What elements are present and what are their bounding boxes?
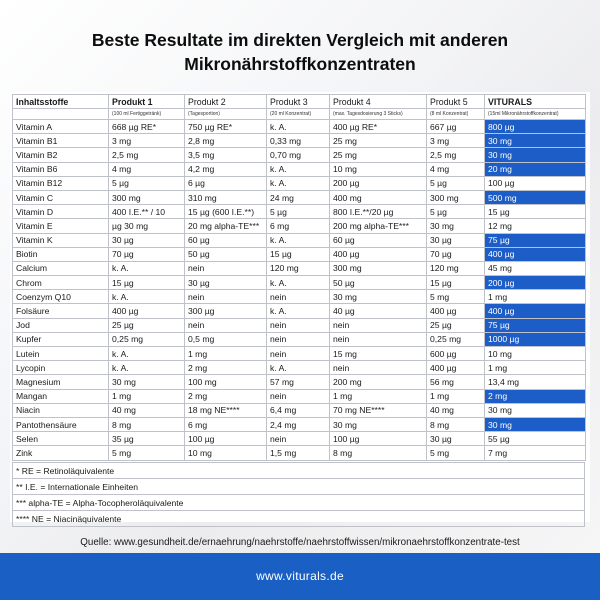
table-row [13,162,586,176]
value-cell: 400 µg [427,361,485,375]
value-cell: nein [267,290,330,304]
value-cell: 50 µg [185,247,267,261]
title-line-2: Mikronährstoffkonzentraten [184,54,416,74]
value-cell: 2 mg [185,389,267,403]
viturals-value-cell: 15 µg [485,205,586,219]
table-row [13,332,586,346]
value-cell: 8 mg [109,417,185,431]
viturals-value-cell: 800 µg [485,120,586,134]
value-cell: k. A. [267,276,330,290]
value-cell: 5 µg [427,176,485,190]
value-cell: 70 µg [427,247,485,261]
value-cell: 15 µg [267,247,330,261]
value-cell: 200 mg alpha-TE*** [330,219,427,233]
nutrient-name: Vitamin K [13,233,109,247]
header-cell: VITURALS [485,95,586,109]
value-cell: k. A. [267,233,330,247]
value-cell: 600 µg [427,347,485,361]
table-row [13,375,586,389]
value-cell: 800 I.E.**/20 µg [330,205,427,219]
viturals-value-cell: 1 mg [485,361,586,375]
table-row [13,247,586,261]
subheader-cell: (max. Tagesdosierung 3 Sticks) [330,109,427,120]
value-cell: 50 µg [330,276,427,290]
value-cell: 5 mg [109,446,185,460]
table-row [13,176,586,190]
value-cell: 25 µg [109,318,185,332]
value-cell: 2,4 mg [267,417,330,431]
value-cell: 1,5 mg [267,446,330,460]
subheader-cell [13,109,109,120]
value-cell: 3 mg [109,134,185,148]
viturals-value-cell: 1 mg [485,290,586,304]
value-cell: 1 mg [427,389,485,403]
viturals-value-cell: 55 µg [485,432,586,446]
value-cell: 70 mg NE**** [330,403,427,417]
nutrient-name: Zink [13,446,109,460]
header-cell: Inhaltsstoffe [13,95,109,109]
value-cell: k. A. [109,290,185,304]
page-title [0,28,600,76]
nutrient-name: Vitamin A [13,120,109,134]
nutrient-name: Lutein [13,347,109,361]
viturals-value-cell: 400 µg [485,247,586,261]
nutrient-name: Pantothensäure [13,417,109,431]
footnote: *** alpha-TE = Alpha-Tocopheroläquivalente [13,495,585,511]
header-cell: Produkt 5 [427,95,485,109]
value-cell: k. A. [267,176,330,190]
subheader-cell: (20 ml Konzentrat) [267,109,330,120]
value-cell: 30 µg [109,233,185,247]
value-cell: k. A. [267,120,330,134]
footer-banner [0,553,600,600]
header-cell: Produkt 2 [185,95,267,109]
value-cell: 30 mg [109,375,185,389]
title-line-1: Beste Resultate im direkten Vergleich mit anderen [91,30,509,50]
viturals-value-cell: 7 mg [485,446,586,460]
table-row [13,276,586,290]
table-row [13,120,586,134]
value-cell: nein [267,347,330,361]
value-cell: 35 µg [109,432,185,446]
table-row [13,233,586,247]
viturals-value-cell: 30 mg [485,403,586,417]
value-cell: k. A. [109,347,185,361]
value-cell: nein [185,318,267,332]
viturals-value-cell: 100 µg [485,176,586,190]
value-cell: 100 mg [185,375,267,389]
table-row [13,318,586,332]
viturals-value-cell: 500 mg [485,190,586,204]
table-row [13,361,586,375]
nutrient-name: Calcium [13,261,109,275]
viturals-value-cell: 13,4 mg [485,375,586,389]
value-cell: 15 mg [330,347,427,361]
value-cell: 300 mg [109,190,185,204]
viturals-value-cell: 75 µg [485,318,586,332]
nutrient-name: Biotin [13,247,109,261]
value-cell: 4 mg [109,162,185,176]
value-cell: 25 µg [427,318,485,332]
table-subheader-row [13,109,586,120]
subheader-cell: (8 ml Konzentrat) [427,109,485,120]
value-cell: 10 mg [330,162,427,176]
source-citation: Quelle: www.gesundheit.de/ernaehrung/naehrstoffe/naehrstoffwissen/mikronaehrstoffkonzentrate-test [80,537,520,548]
table-row [13,417,586,431]
value-cell: 0,33 mg [267,134,330,148]
value-cell: 667 µg [427,120,485,134]
table-row [13,432,586,446]
value-cell: 2,8 mg [185,134,267,148]
value-cell: 25 mg [330,148,427,162]
table-row [13,290,586,304]
value-cell: 56 mg [427,375,485,389]
comparison-table [12,94,586,461]
value-cell: nein [330,332,427,346]
value-cell: 6,4 mg [267,403,330,417]
viturals-value-cell: 30 mg [485,417,586,431]
value-cell: 1 mg [185,347,267,361]
value-cell: 200 mg [330,375,427,389]
value-cell: 15 µg [109,276,185,290]
value-cell: 20 mg alpha-TE*** [185,219,267,233]
value-cell: 310 mg [185,190,267,204]
value-cell: 668 µg RE* [109,120,185,134]
value-cell: k. A. [267,361,330,375]
table-row [13,219,586,233]
value-cell: 120 mg [427,261,485,275]
viturals-value-cell: 1000 µg [485,332,586,346]
value-cell: 400 µg RE* [330,120,427,134]
value-cell: nein [267,318,330,332]
value-cell: 60 µg [185,233,267,247]
nutrient-name: Vitamin C [13,190,109,204]
nutrient-name: Lycopin [13,361,109,375]
value-cell: k. A. [267,162,330,176]
table-header-row [13,95,586,109]
header-cell: Produkt 3 [267,95,330,109]
value-cell: 15 µg [427,276,485,290]
value-cell: k. A. [109,261,185,275]
nutrient-name: Niacin [13,403,109,417]
table-row [13,190,586,204]
value-cell: 8 mg [427,417,485,431]
table-row [13,446,586,460]
subheader-cell: (15ml Mikronährstoffkonzentrat) [485,109,586,120]
value-cell: 0,5 mg [185,332,267,346]
value-cell: 5 µg [267,205,330,219]
nutrient-name: Chrom [13,276,109,290]
value-cell: 6 mg [185,417,267,431]
table-row [13,261,586,275]
table-row [13,304,586,318]
nutrient-name: Vitamin B6 [13,162,109,176]
value-cell: 40 µg [330,304,427,318]
value-cell: 5 µg [427,205,485,219]
nutrient-name: Selen [13,432,109,446]
value-cell: k. A. [109,361,185,375]
table-row [13,389,586,403]
value-cell: 60 µg [330,233,427,247]
value-cell: nein [267,389,330,403]
value-cell: 2,5 mg [427,148,485,162]
nutrient-name: Vitamin D [13,205,109,219]
table-row [13,205,586,219]
table-row [13,134,586,148]
nutrient-name: Vitamin B1 [13,134,109,148]
value-cell: 300 mg [427,190,485,204]
value-cell: 6 µg [185,176,267,190]
value-cell: µg 30 mg [109,219,185,233]
nutrient-name: Mangan [13,389,109,403]
value-cell: 8 mg [330,446,427,460]
value-cell: 4,2 mg [185,162,267,176]
subheader-cell: (Tagesportion) [185,109,267,120]
value-cell: nein [185,261,267,275]
value-cell: 3 mg [427,134,485,148]
viturals-value-cell: 200 µg [485,276,586,290]
footnote: ** I.E. = Internationale Einheiten [13,479,585,495]
value-cell: 30 mg [427,219,485,233]
value-cell: 6 mg [267,219,330,233]
footnote: * RE = Retinoläquivalente [13,463,585,479]
value-cell: 15 µg (600 I.E.**) [185,205,267,219]
viturals-value-cell: 20 mg [485,162,586,176]
table-row [13,148,586,162]
footnotes-table [12,462,585,527]
header-cell: Produkt 4 [330,95,427,109]
table-row [13,403,586,417]
value-cell: 0,25 mg [427,332,485,346]
value-cell: 30 µg [427,432,485,446]
footnote: **** NE = Niacinäquivalente [13,511,585,527]
value-cell: 4 mg [427,162,485,176]
value-cell: 40 mg [109,403,185,417]
value-cell: nein [185,290,267,304]
website-link[interactable]: www.viturals.de [256,569,344,583]
viturals-value-cell: 12 mg [485,219,586,233]
nutrient-name: Vitamin B2 [13,148,109,162]
value-cell: 1 mg [330,389,427,403]
value-cell: 100 µg [330,432,427,446]
viturals-value-cell: 45 mg [485,261,586,275]
value-cell: 0,25 mg [109,332,185,346]
value-cell: 30 µg [185,276,267,290]
nutrient-name: Vitamin B12 [13,176,109,190]
value-cell: 300 mg [330,261,427,275]
value-cell: 2,5 mg [109,148,185,162]
viturals-value-cell: 30 mg [485,148,586,162]
value-cell: 400 µg [109,304,185,318]
viturals-value-cell: 30 mg [485,134,586,148]
value-cell: 120 mg [267,261,330,275]
value-cell: 5 mg [427,290,485,304]
value-cell: 0,70 mg [267,148,330,162]
value-cell: 1 mg [109,389,185,403]
value-cell: 30 µg [427,233,485,247]
value-cell: k. A. [267,304,330,318]
value-cell: 5 µg [109,176,185,190]
nutrient-name: Jod [13,318,109,332]
value-cell: 100 µg [185,432,267,446]
value-cell: 2 mg [185,361,267,375]
value-cell: 40 mg [427,403,485,417]
value-cell: 30 mg [330,417,427,431]
value-cell: 18 mg NE**** [185,403,267,417]
header-cell: Produkt 1 [109,95,185,109]
viturals-value-cell: 10 mg [485,347,586,361]
value-cell: 750 µg RE* [185,120,267,134]
nutrient-name: Kupfer [13,332,109,346]
table-row [13,347,586,361]
value-cell: 5 mg [427,446,485,460]
value-cell: 70 µg [109,247,185,261]
value-cell: 10 mg [185,446,267,460]
value-cell: nein [267,432,330,446]
viturals-value-cell: 2 mg [485,389,586,403]
value-cell: 300 µg [185,304,267,318]
value-cell: nein [330,361,427,375]
nutrient-name: Magnesium [13,375,109,389]
nutrient-name: Folsäure [13,304,109,318]
value-cell: 3,5 mg [185,148,267,162]
subheader-cell: (100 ml Fertiggetränk) [109,109,185,120]
nutrient-name: Coenzym Q10 [13,290,109,304]
viturals-value-cell: 400 µg [485,304,586,318]
value-cell: 57 mg [267,375,330,389]
value-cell: 400 µg [427,304,485,318]
viturals-value-cell: 75 µg [485,233,586,247]
value-cell: 24 mg [267,190,330,204]
value-cell: 400 mg [330,190,427,204]
value-cell: nein [267,332,330,346]
value-cell: 200 µg [330,176,427,190]
value-cell: 25 mg [330,134,427,148]
value-cell: 400 µg [330,247,427,261]
value-cell: 30 mg [330,290,427,304]
nutrient-name: Vitamin E [13,219,109,233]
value-cell: nein [330,318,427,332]
value-cell: 400 I.E.** / 10 [109,205,185,219]
